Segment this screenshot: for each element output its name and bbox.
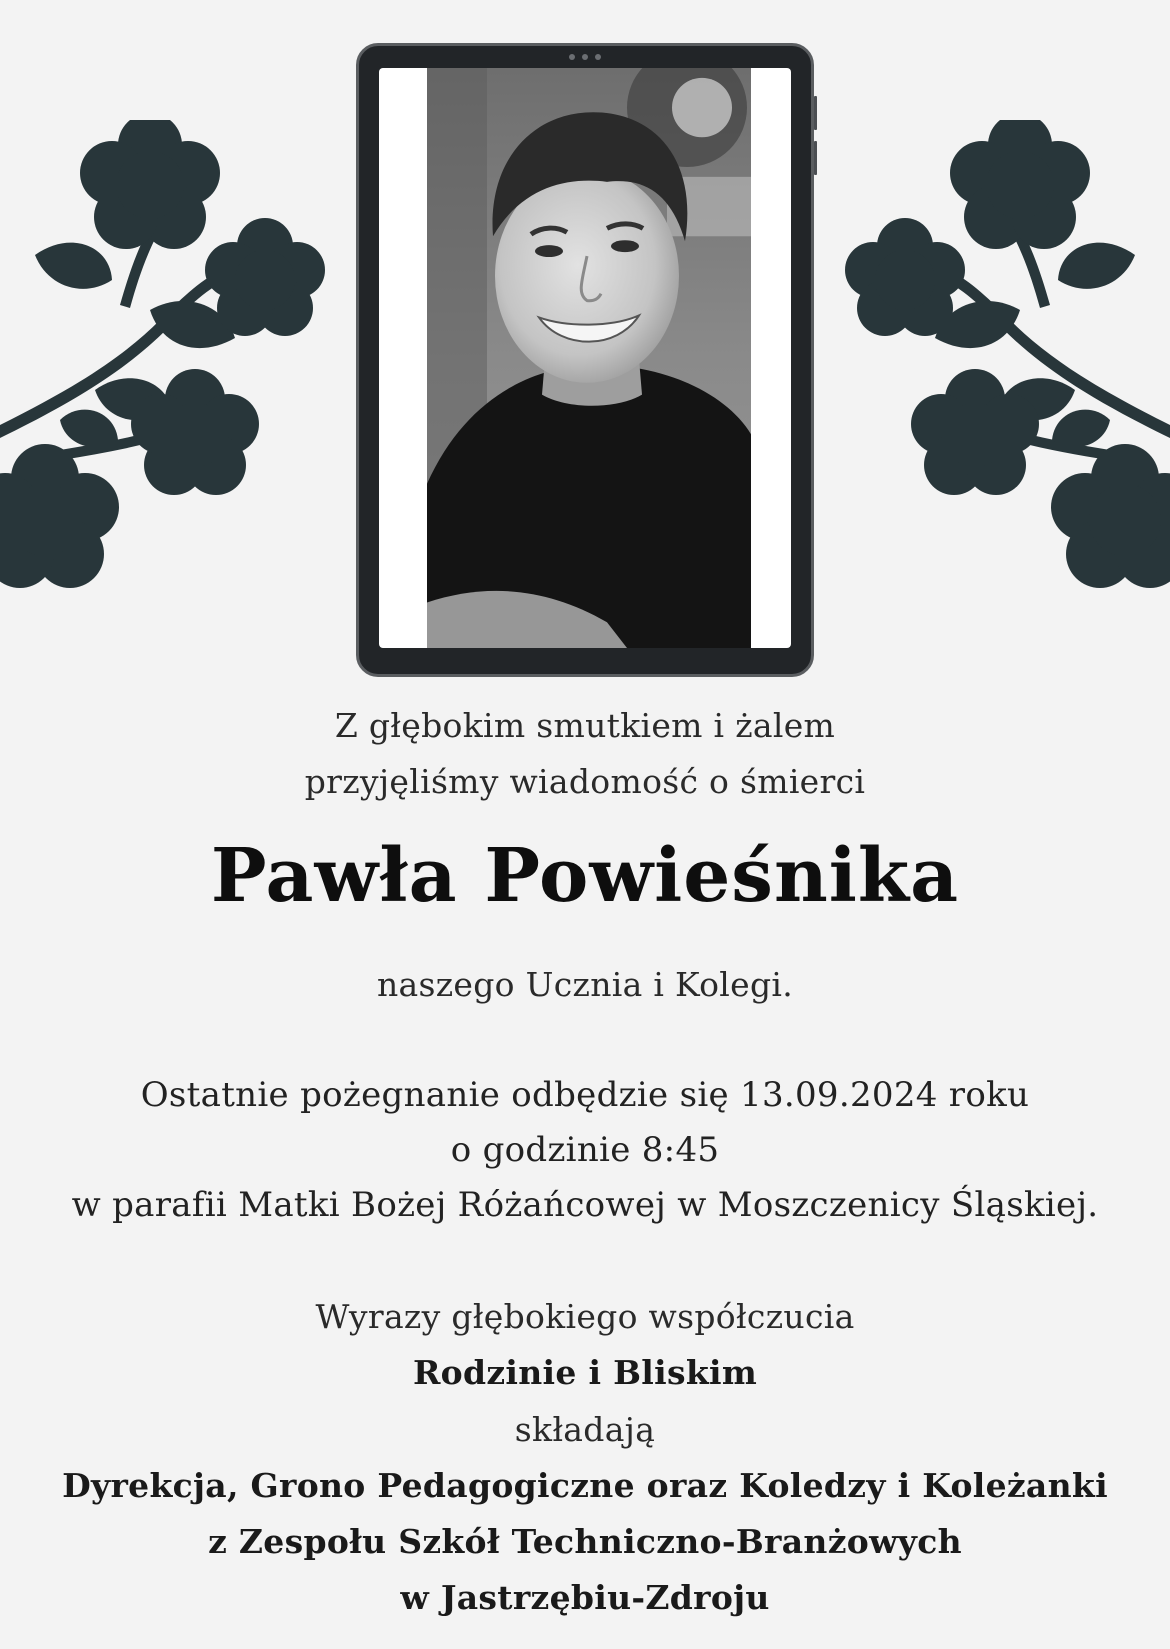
tablet-screen bbox=[379, 68, 791, 648]
funeral-date-line: Ostatnie pożegnanie odbędzie się 13.09.2024 roku bbox=[140, 1075, 1030, 1115]
left-floral-decoration bbox=[0, 120, 360, 640]
tablet-side-button bbox=[814, 96, 817, 130]
signature-line-2: z Zespołu Szkół Techniczno-Branżowych bbox=[208, 1522, 962, 1561]
tablet-side-button bbox=[814, 141, 817, 175]
funeral-place-line: w parafii Matki Bożej Różańcowej w Moszczenicy Śląskiej. bbox=[71, 1185, 1099, 1225]
condolence-line-3: składają bbox=[514, 1410, 656, 1449]
condolence-line-1: Wyrazy głębokiego współczucia bbox=[315, 1297, 855, 1336]
intro-line-2: przyjęliśmy wiadomość o śmierci bbox=[304, 762, 866, 801]
right-floral-decoration bbox=[810, 120, 1170, 640]
signature-line-1: Dyrekcja, Grono Pedagogiczne oraz Koledzy i Koleżanki bbox=[62, 1466, 1108, 1505]
deceased-name: Pawła Powieśnika bbox=[210, 833, 960, 919]
condolence-line-2: Rodzinie i Bliskim bbox=[412, 1353, 758, 1392]
camera-icon bbox=[565, 53, 605, 61]
portrait-photo bbox=[427, 68, 751, 648]
signature-line-3: w Jastrzębiu-Zdroju bbox=[400, 1578, 770, 1617]
intro-line-1: Z głębokim smutkiem i żalem bbox=[334, 706, 836, 745]
funeral-time-line: o godzinie 8:45 bbox=[450, 1130, 720, 1170]
tablet-frame bbox=[356, 43, 814, 677]
relation-line: naszego Ucznia i Kolegi. bbox=[376, 965, 794, 1004]
